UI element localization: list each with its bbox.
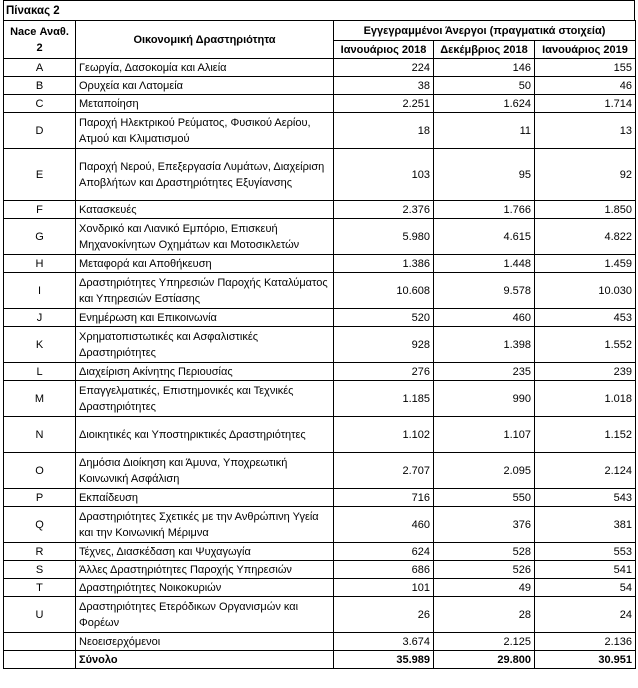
row-jan2018: 624 bbox=[334, 543, 434, 561]
row-code: H bbox=[4, 255, 76, 273]
row-jan2018: 2.251 bbox=[334, 95, 434, 113]
row-code: N bbox=[4, 417, 76, 453]
row-activity: Διοικητικές και Υποστηρικτικές Δραστηριότητες bbox=[76, 417, 334, 453]
row-jan2018: 2.376 bbox=[334, 201, 434, 219]
row-activity: Μεταφορά και Αποθήκευση bbox=[76, 255, 334, 273]
row-dec2018: 1.398 bbox=[434, 327, 535, 363]
row-code: M bbox=[4, 381, 76, 417]
row-dec2018: 550 bbox=[434, 489, 535, 507]
row-activity: Μεταποίηση bbox=[76, 95, 334, 113]
total-dec2018: 29.800 bbox=[434, 651, 535, 669]
row-code: B bbox=[4, 77, 76, 95]
row-jan2018: 1.386 bbox=[334, 255, 434, 273]
table-title: Πίνακας 2 bbox=[3, 0, 635, 20]
table-row bbox=[4, 381, 636, 417]
table-row bbox=[4, 417, 636, 453]
row-jan2019: 92 bbox=[535, 149, 636, 201]
total-label: Σύνολο bbox=[76, 651, 334, 669]
row-code: K bbox=[4, 327, 76, 363]
table-body bbox=[4, 59, 636, 651]
total-jan2018: 35.989 bbox=[334, 651, 434, 669]
row-dec2018: 2.095 bbox=[434, 453, 535, 489]
row-code: E bbox=[4, 149, 76, 201]
row-activity: Εκπαίδευση bbox=[76, 489, 334, 507]
row-code: U bbox=[4, 597, 76, 633]
row-jan2019: 46 bbox=[535, 77, 636, 95]
row-dec2018: 11 bbox=[434, 113, 535, 149]
row-jan2019: 1.850 bbox=[535, 201, 636, 219]
table-row bbox=[4, 507, 636, 543]
row-jan2018: 10.608 bbox=[334, 273, 434, 309]
row-jan2019: 1.018 bbox=[535, 381, 636, 417]
table-row bbox=[4, 579, 636, 597]
header-row-group bbox=[4, 21, 636, 41]
row-jan2019: 1.459 bbox=[535, 255, 636, 273]
unemployment-table bbox=[3, 20, 636, 669]
row-jan2019: 4.822 bbox=[535, 219, 636, 255]
row-jan2018: 928 bbox=[334, 327, 434, 363]
total-jan2019: 30.951 bbox=[535, 651, 636, 669]
row-jan2019: 2.124 bbox=[535, 453, 636, 489]
row-jan2018: 1.102 bbox=[334, 417, 434, 453]
row-jan2019: 24 bbox=[535, 597, 636, 633]
row-activity: Νεοεισερχόμενοι bbox=[76, 633, 334, 651]
row-code: I bbox=[4, 273, 76, 309]
table-row bbox=[4, 597, 636, 633]
row-jan2018: 520 bbox=[334, 309, 434, 327]
row-jan2019: 553 bbox=[535, 543, 636, 561]
row-dec2018: 376 bbox=[434, 507, 535, 543]
row-dec2018: 28 bbox=[434, 597, 535, 633]
table-row bbox=[4, 113, 636, 149]
row-activity: Ορυχεία και Λατομεία bbox=[76, 77, 334, 95]
row-code: O bbox=[4, 453, 76, 489]
row-code: G bbox=[4, 219, 76, 255]
row-jan2019: 543 bbox=[535, 489, 636, 507]
row-dec2018: 49 bbox=[434, 579, 535, 597]
row-code: T bbox=[4, 579, 76, 597]
row-jan2018: 103 bbox=[334, 149, 434, 201]
row-activity: Γεωργία, Δασοκομία και Αλιεία bbox=[76, 59, 334, 77]
row-jan2018: 686 bbox=[334, 561, 434, 579]
row-jan2018: 38 bbox=[334, 77, 434, 95]
row-jan2018: 460 bbox=[334, 507, 434, 543]
table-row bbox=[4, 489, 636, 507]
row-dec2018: 50 bbox=[434, 77, 535, 95]
table-row bbox=[4, 59, 636, 77]
table-row bbox=[4, 309, 636, 327]
table-row bbox=[4, 255, 636, 273]
row-dec2018: 146 bbox=[434, 59, 535, 77]
row-activity: Δραστηριότητες Ετερόδικων Οργανισμών και Φορέων bbox=[76, 597, 334, 633]
row-activity: Δραστηριότητες Νοικοκυριών bbox=[76, 579, 334, 597]
row-code: C bbox=[4, 95, 76, 113]
row-activity: Επαγγελματικές, Επιστημονικές και Τεχνικές Δραστηριότητες bbox=[76, 381, 334, 417]
row-jan2019: 13 bbox=[535, 113, 636, 149]
table-row bbox=[4, 201, 636, 219]
row-jan2019: 381 bbox=[535, 507, 636, 543]
row-activity: Χονδρικό και Λιανικό Εμπόριο, Επισκευή Μηχανοκίνητων Οχημάτων και Μοτοσικλετών bbox=[76, 219, 334, 255]
table-row bbox=[4, 327, 636, 363]
row-activity: Δραστηριότητες Υπηρεσιών Παροχής Καταλύματος και Υπηρεσιών Εστίασης bbox=[76, 273, 334, 309]
row-code: A bbox=[4, 59, 76, 77]
row-jan2019: 1.552 bbox=[535, 327, 636, 363]
row-activity: Δημόσια Διοίκηση και Άμυνα, Υποχρεωτική Κοινωνική Ασφάλιση bbox=[76, 453, 334, 489]
row-jan2018: 18 bbox=[334, 113, 434, 149]
row-dec2018: 4.615 bbox=[434, 219, 535, 255]
row-jan2019: 54 bbox=[535, 579, 636, 597]
row-dec2018: 2.125 bbox=[434, 633, 535, 651]
row-code: P bbox=[4, 489, 76, 507]
row-dec2018: 1.766 bbox=[434, 201, 535, 219]
table-row bbox=[4, 273, 636, 309]
table-row bbox=[4, 219, 636, 255]
row-activity: Ενημέρωση και Επικοινωνία bbox=[76, 309, 334, 327]
total-code-cell bbox=[4, 651, 76, 669]
row-code: F bbox=[4, 201, 76, 219]
row-jan2019: 1.714 bbox=[535, 95, 636, 113]
row-code: R bbox=[4, 543, 76, 561]
table-row bbox=[4, 77, 636, 95]
row-activity: Άλλες Δραστηριότητες Παροχής Υπηρεσιών bbox=[76, 561, 334, 579]
table-row bbox=[4, 363, 636, 381]
row-jan2018: 224 bbox=[334, 59, 434, 77]
table-row bbox=[4, 633, 636, 651]
row-code: S bbox=[4, 561, 76, 579]
row-jan2019: 155 bbox=[535, 59, 636, 77]
row-activity: Δραστηριότητες Σχετικές με την Ανθρώπινη Υγεία και την Κοινωνική Μέριμνα bbox=[76, 507, 334, 543]
table-row bbox=[4, 453, 636, 489]
row-code: J bbox=[4, 309, 76, 327]
table-row bbox=[4, 149, 636, 201]
row-code: L bbox=[4, 363, 76, 381]
row-dec2018: 1.624 bbox=[434, 95, 535, 113]
row-activity: Κατασκευές bbox=[76, 201, 334, 219]
row-activity: Χρηματοπιστωτικές και Ασφαλιστικές Δραστηριότητες bbox=[76, 327, 334, 363]
row-activity: Διαχείριση Ακίνητης Περιουσίας bbox=[76, 363, 334, 381]
header-jan2019: Ιανουάριος 2019 bbox=[535, 41, 636, 59]
row-jan2019: 541 bbox=[535, 561, 636, 579]
row-dec2018: 1.448 bbox=[434, 255, 535, 273]
row-dec2018: 526 bbox=[434, 561, 535, 579]
row-jan2018: 276 bbox=[334, 363, 434, 381]
row-dec2018: 95 bbox=[434, 149, 535, 201]
row-jan2018: 1.185 bbox=[334, 381, 434, 417]
table-row bbox=[4, 95, 636, 113]
row-code: Q bbox=[4, 507, 76, 543]
header-activity: Οικονομική Δραστηριότητα bbox=[76, 21, 334, 59]
header-jan2018: Ιανουάριος 2018 bbox=[334, 41, 434, 59]
row-jan2018: 101 bbox=[334, 579, 434, 597]
row-jan2019: 10.030 bbox=[535, 273, 636, 309]
total-row bbox=[4, 651, 636, 669]
row-jan2018: 3.674 bbox=[334, 633, 434, 651]
row-jan2019: 453 bbox=[535, 309, 636, 327]
row-code: D bbox=[4, 113, 76, 149]
row-dec2018: 235 bbox=[434, 363, 535, 381]
row-jan2018: 2.707 bbox=[334, 453, 434, 489]
row-jan2019: 2.136 bbox=[535, 633, 636, 651]
header-code: Nace Αναθ. 2 bbox=[4, 21, 76, 59]
row-code bbox=[4, 633, 76, 651]
row-activity: Τέχνες, Διασκέδαση και Ψυχαγωγία bbox=[76, 543, 334, 561]
unemployment-table-sheet bbox=[3, 0, 635, 669]
header-group: Εγγεγραμμένοι Άνεργοι (πραγματικά στοιχεία) bbox=[334, 21, 636, 41]
row-dec2018: 1.107 bbox=[434, 417, 535, 453]
row-jan2018: 716 bbox=[334, 489, 434, 507]
row-activity: Παροχή Νερού, Επεξεργασία Λυμάτων, Διαχείριση Αποβλήτων και Δραστηριότητες Εξυγίανσης bbox=[76, 149, 334, 201]
row-dec2018: 990 bbox=[434, 381, 535, 417]
header-dec2018: Δεκέμβριος 2018 bbox=[434, 41, 535, 59]
row-jan2018: 26 bbox=[334, 597, 434, 633]
row-dec2018: 460 bbox=[434, 309, 535, 327]
row-jan2018: 5.980 bbox=[334, 219, 434, 255]
row-dec2018: 528 bbox=[434, 543, 535, 561]
row-dec2018: 9.578 bbox=[434, 273, 535, 309]
row-jan2019: 239 bbox=[535, 363, 636, 381]
row-jan2019: 1.152 bbox=[535, 417, 636, 453]
table-row bbox=[4, 543, 636, 561]
table-row bbox=[4, 561, 636, 579]
row-activity: Παροχή Ηλεκτρικού Ρεύματος, Φυσικού Αερίου, Ατμού και Κλιματισμού bbox=[76, 113, 334, 149]
